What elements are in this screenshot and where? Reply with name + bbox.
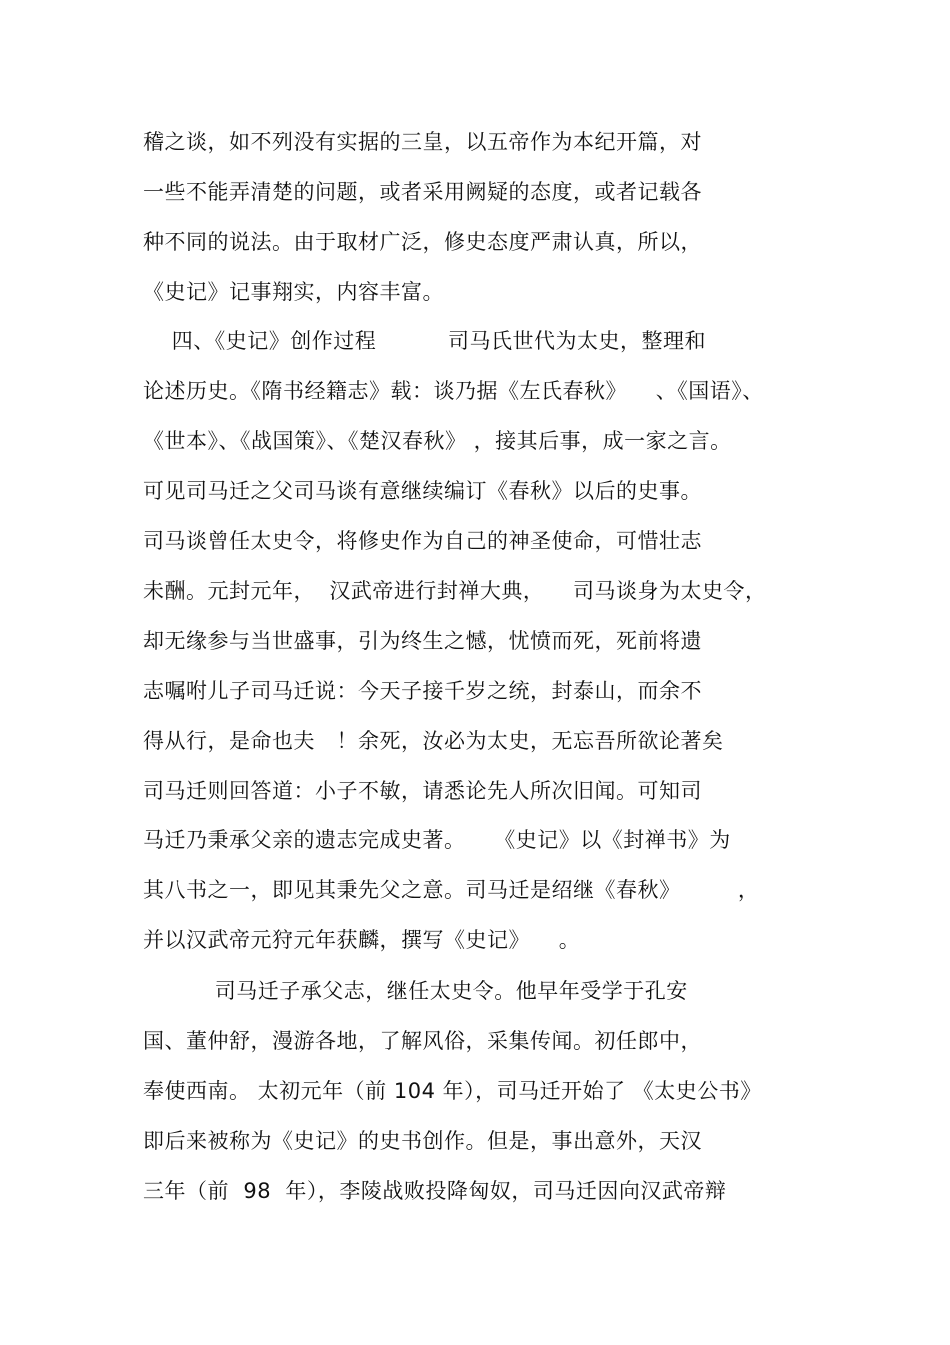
text-line-16: 其八书之一，即见其秉先父之意。司马迁是绍继《春秋》 ， — [143, 878, 760, 902]
text-line-20: 奉使西南。 太初元年（前 104 年），司马迁开始了 《太史公书》 — [143, 1079, 762, 1103]
text-line-4: 《史记》记事翔实，内容丰富。 — [143, 280, 444, 304]
text-line-7: 《世本》、《战国策》、《楚汉春秋》 ，接其后事，成一家之言。 — [143, 429, 732, 453]
text-line-14: 司马迁则回答道：小子不敏，请悉论先人所次旧闻。可知司 — [143, 779, 702, 803]
text-line-3: 种不同的说法。由于取材广泛，修史态度严肃认真，所以， — [143, 230, 702, 254]
text-line-10: 未酬。元封元年， 汉武帝进行封禅大典， 司马谈身为太史令， — [143, 579, 767, 603]
text-line-21: 即后来被称为《史记》的史书创作。但是，事出意外，天汉 — [143, 1129, 702, 1153]
text-line-8: 可见司马迁之父司马谈有意继续编订《春秋》以后的史事。 — [143, 479, 702, 503]
text-line-9: 司马谈曾任太史令，将修史作为自己的神圣使命，可惜壮志 — [143, 529, 702, 553]
section-heading-line: 四、《史记》创作过程 司马氏世代为太史，整理和 — [143, 329, 706, 353]
text-line-11: 却无缘参与当世盛事，引为终生之憾，忧愤而死，死前将遗 — [143, 629, 702, 653]
text-line-2: 一些不能弄清楚的问题，或者采用阙疑的态度，或者记载各 — [143, 180, 702, 204]
text-line-22: 三年（前 98 年），李陵战败投降匈奴，司马迁因向汉武帝辩 — [143, 1179, 727, 1203]
text-line-17: 并以汉武帝元狩元年获麟，撰写《史记》 。 — [143, 928, 581, 952]
text-line-6: 论述历史。《隋书经籍志》载：谈乃据《左氏春秋》 、《国语》、 — [143, 379, 764, 403]
text-line-15: 马迁乃秉承父亲的遗志完成史著。 《史记》以《封禅书》为 — [143, 828, 731, 852]
text-line-1: 稽之谈，如不列没有实据的三皇，以五帝作为本纪开篇，对 — [143, 130, 702, 154]
text-line-13: 得从行，是命也夫 ！余死，汝必为太史，无忘吾所欲论著矣 — [143, 729, 724, 753]
text-line-12: 志嘱咐儿子司马迁说：今天子接千岁之统，封泰山，而余不 — [143, 679, 702, 703]
text-line-19: 国、董仲舒，漫游各地，了解风俗，采集传闻。初任郎中， — [143, 1029, 702, 1053]
paragraph-start-line: 司马迁子承父志，继任太史令。他早年受学于孔安 — [143, 979, 688, 1003]
